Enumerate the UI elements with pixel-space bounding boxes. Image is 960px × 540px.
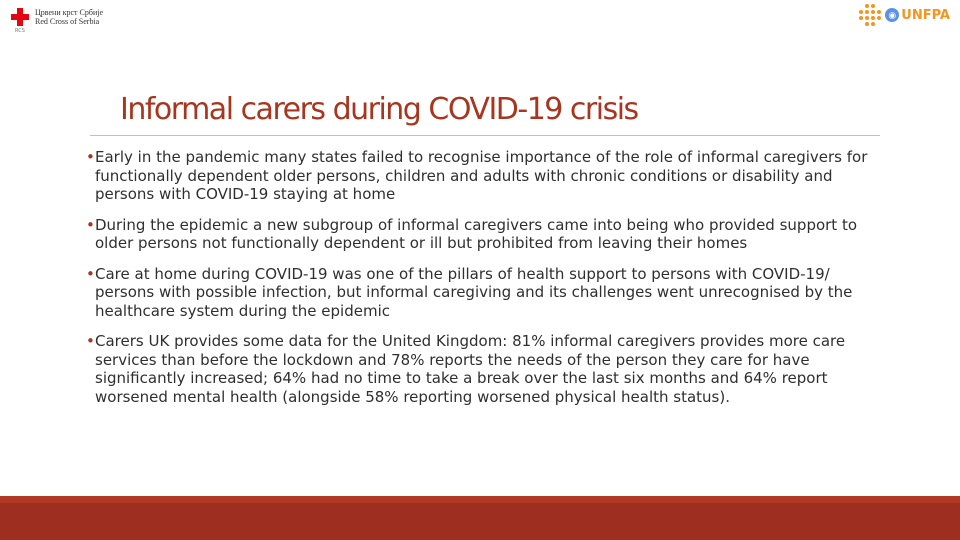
red-cross-logo-line1: Црвени крст Србије	[35, 8, 104, 17]
title-divider	[90, 135, 880, 136]
red-cross-logo-text	[35, 8, 103, 26]
red-cross-icon	[10, 6, 32, 34]
bullet-item	[86, 265, 886, 321]
bullet-text: Early in the pandemic many states failed to recognise importance of the role of informal caregivers for functionally dependent older persons, children and adults with chronic conditions or disability and persons with COVID-19 staying at home	[95, 148, 868, 203]
bullet-marker: •	[86, 332, 95, 350]
unfpa-name: UNFPA	[901, 7, 950, 23]
bullet-item	[86, 332, 886, 406]
bullet-list	[86, 148, 886, 418]
footer-bar	[0, 496, 960, 540]
red-cross-horizontal-bar	[11, 14, 29, 20]
bullet-text: Carers UK provides some data for the United Kingdom: 81% informal caregivers provides more care services than before the lockdown and 78% reports the needs of the person they care for have significantly increased; 64% had no time to take a break over the last six months and 64% report worsened mental health (alongside 58% reporting worsened physical health status).	[95, 332, 846, 406]
bullet-marker: •	[86, 264, 95, 283]
unfpa-logo	[859, 4, 950, 26]
bullet-marker: •	[86, 215, 95, 234]
un-emblem-icon: ◉	[885, 8, 899, 22]
footer-accent-line	[0, 496, 960, 503]
unfpa-dots-icon	[859, 4, 881, 26]
bullet-item	[86, 216, 886, 253]
red-cross-small-label: RCS	[15, 28, 25, 34]
bullet-marker: •	[86, 148, 95, 166]
bullet-item	[86, 148, 886, 204]
slide-title: Informal carers during COVID-19 crisis	[120, 92, 638, 127]
red-cross-serbia-logo	[10, 6, 103, 34]
bullet-text: During the epidemic a new subgroup of informal caregivers came into being who provided support to older persons not functionally dependent or ill but prohibited from leaving their homes	[95, 215, 858, 252]
bullet-text: Care at home during COVID-19 was one of the pillars of health support to persons with COVID-19/ persons with possible infection, but informal caregiving and its challenges went unrecognised by the healthcare system during the epidemic	[95, 264, 853, 320]
red-cross-logo-line2: Red Cross of Serbia	[35, 17, 100, 26]
